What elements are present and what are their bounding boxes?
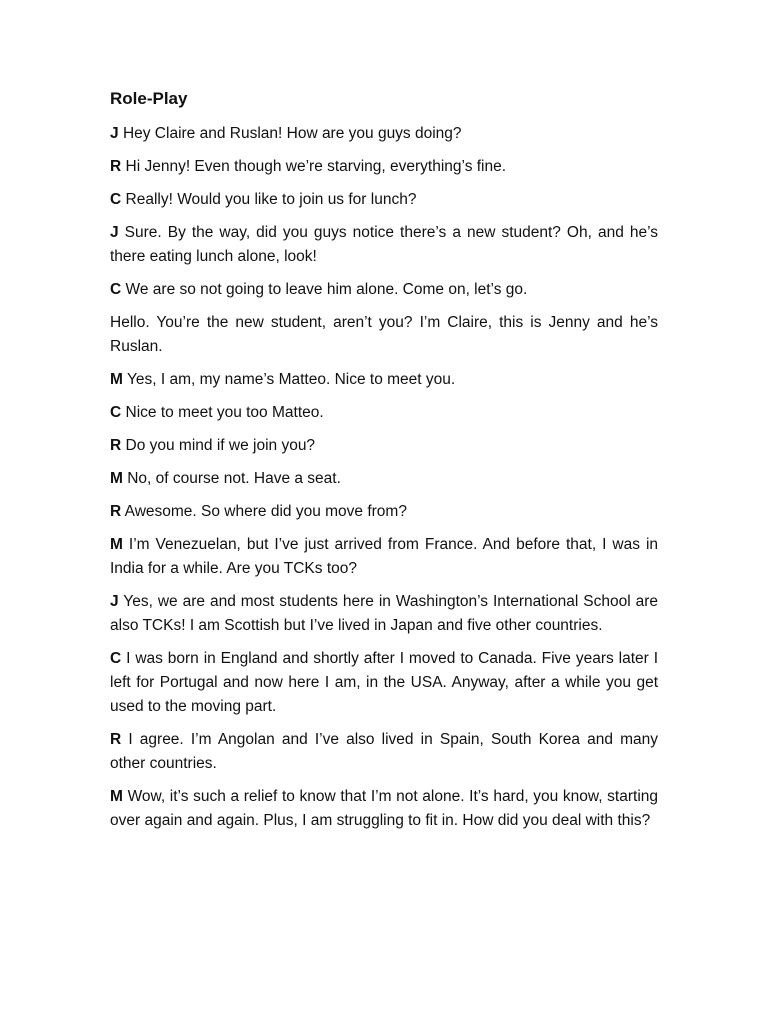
dialogue-text: Do you mind if we join you?	[125, 437, 316, 454]
dialogue-text: No, of course not. Have a seat.	[127, 470, 341, 487]
speaker-label: R	[110, 158, 122, 175]
dialogue-line	[110, 590, 658, 638]
speaker-label: M	[110, 788, 123, 805]
dialogue-text: Sure. By the way, did you guys notice there’s a new student? Oh, and he’s there eating lunch alone, look!	[110, 224, 658, 265]
speaker-label: M	[110, 470, 123, 487]
dialogue-line	[110, 368, 658, 392]
dialogue-line	[110, 221, 658, 269]
dialogue-line	[110, 647, 658, 719]
speaker-label: C	[110, 650, 122, 667]
dialogue-line	[110, 467, 658, 491]
dialogue-line	[110, 500, 658, 524]
speaker-label: R	[110, 731, 122, 748]
dialogue-text: Really! Would you like to join us for lunch?	[125, 191, 417, 208]
speaker-label: C	[110, 191, 122, 208]
speaker-label: M	[110, 536, 123, 553]
dialogue-text: Hi Jenny! Even though we’re starving, everything’s fine.	[125, 158, 507, 175]
dialogue-line	[110, 311, 658, 359]
dialogue-line	[110, 401, 658, 425]
dialogue-line	[110, 728, 658, 776]
dialogue-text: Yes, I am, my name’s Matteo. Nice to meet you.	[126, 371, 456, 388]
dialogue-text: I was born in England and shortly after I moved to Canada. Five years later I left for Portugal and now here I am, in the USA. Anyway, after a while you get used to the moving part.	[110, 650, 658, 715]
dialogue-line	[110, 155, 658, 179]
dialogue-line	[110, 533, 658, 581]
dialogue-line	[110, 434, 658, 458]
dialogue-text: Hello. You’re the new student, aren’t you? I’m Claire, this is Jenny and he’s Ruslan.	[110, 314, 658, 355]
speaker-label: M	[110, 371, 123, 388]
dialogue-text: Hey Claire and Ruslan! How are you guys doing?	[122, 125, 462, 142]
dialogue-text: Yes, we are and most students here in Washington’s International School are also TCKs! I am Scottish but I’ve lived in Japan and five other countries.	[110, 593, 658, 634]
dialogue-line	[110, 122, 658, 146]
dialogue-line	[110, 785, 658, 833]
speaker-label: J	[110, 224, 119, 241]
dialogue-text: Awesome. So where did you move from?	[124, 503, 407, 520]
dialogue-text: I’m Venezuelan, but I’ve just arrived from France. And before that, I was in India for a while. Are you TCKs too?	[110, 536, 659, 577]
dialogue-text: We are so not going to leave him alone. Come on, let’s go.	[125, 281, 528, 298]
speaker-label: C	[110, 404, 122, 421]
dialogue-line	[110, 278, 658, 302]
speaker-label: C	[110, 281, 122, 298]
dialogue-text: Nice to meet you too Matteo.	[125, 404, 324, 421]
dialogue-text: I agree. I’m Angolan and I’ve also lived in Spain, South Korea and many other countries.	[110, 731, 658, 772]
speaker-label: J	[110, 125, 119, 142]
dialogue-line	[110, 188, 658, 212]
dialogue-text: Wow, it’s such a relief to know that I’m not alone. It’s hard, you know, starting over again and again. Plus, I am struggling to fit in. How did you deal with this?	[110, 788, 659, 829]
speaker-label: R	[110, 503, 122, 520]
speaker-label: R	[110, 437, 122, 454]
speaker-label: J	[110, 593, 119, 610]
page-title: Role-Play	[110, 89, 188, 108]
